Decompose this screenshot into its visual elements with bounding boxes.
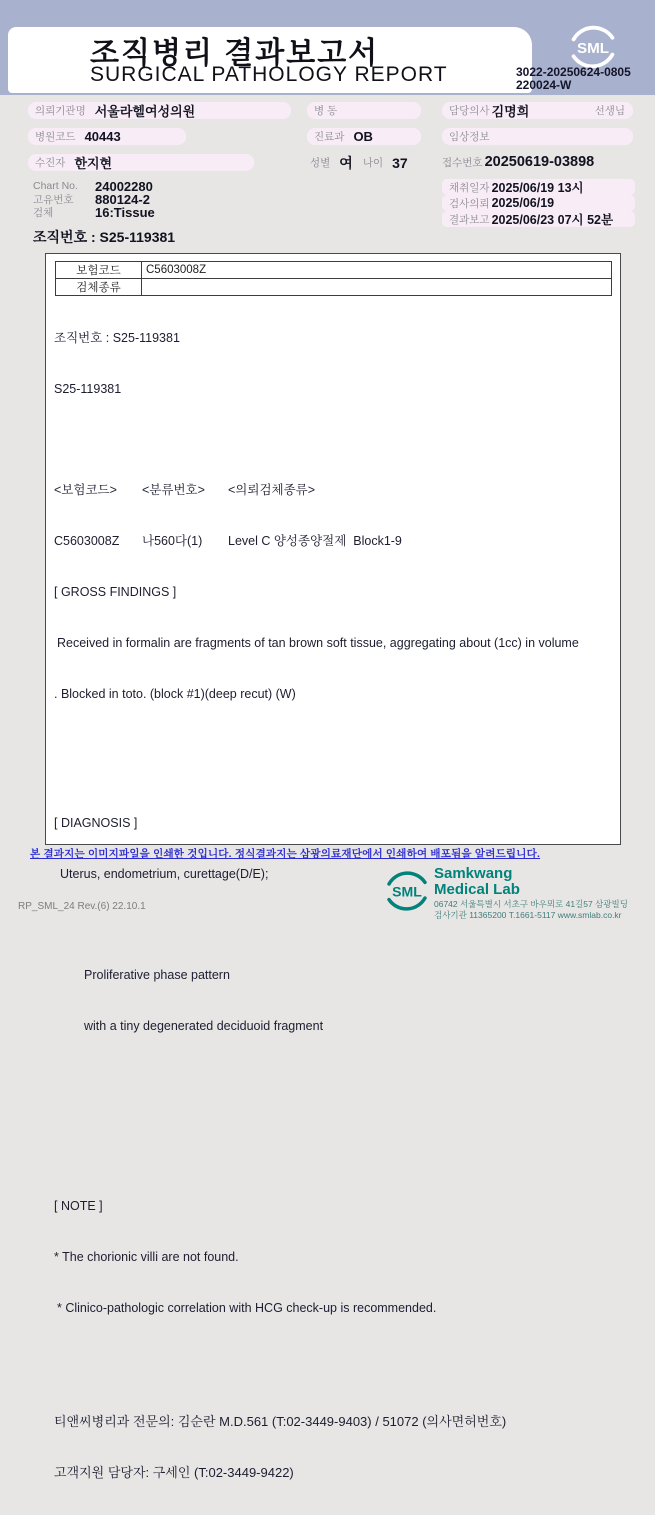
report-number <box>516 66 631 92</box>
code-header-row <box>54 482 614 499</box>
spacer <box>54 1069 614 1164</box>
field-institution-label: 의뢰기관명 <box>35 105 86 117</box>
report-number-line2: 220024-W <box>516 78 572 92</box>
field-age-value: 37 <box>392 154 408 171</box>
field-ward-label: 병 동 <box>314 105 338 117</box>
form-code: RP_SML_24 Rev.(6) 22.10.1 <box>18 901 146 912</box>
code-value-row <box>54 533 614 550</box>
field-hospital-code-value: 40443 <box>84 129 121 144</box>
insurance-code-header: 보험코드 <box>56 262 142 279</box>
field-chart-no-label: Chart No. <box>33 180 78 192</box>
lab-address-line: 06742 서울특별시 서초구 바우뫼로 41길57 삼광빌딩 <box>434 899 628 909</box>
field-chart-no-value: 24002280 <box>95 178 153 194</box>
table-row <box>56 279 612 296</box>
field-department <box>307 128 421 145</box>
field-department-label: 진료과 <box>314 131 345 143</box>
field-collect-date-value: 2025/06/19 13시 <box>491 181 584 195</box>
field-request-date-value: 2025/06/19 <box>491 196 555 210</box>
field-hospital-code <box>28 128 186 145</box>
field-doctor-value: 김명희 <box>491 104 530 119</box>
header-band <box>0 0 655 95</box>
diagnosis-line3: with a tiny degenerated deciduoid fragment <box>84 1019 324 1033</box>
field-sex-value: 여 <box>339 154 353 171</box>
page-title-english: SURGICAL PATHOLOGY REPORT <box>90 63 448 86</box>
table-row <box>56 262 612 279</box>
support-contact-line: 고객지원 담당자: 구세인 (T:02-3449-9422) <box>54 1465 294 1480</box>
diagnosis-heading: [ DIAGNOSIS ] <box>54 816 138 830</box>
tissue-number-line: 조직번호 : S25-119381 <box>33 229 176 245</box>
insurance-table <box>55 261 612 296</box>
field-age-label: 나이 <box>362 157 384 169</box>
gross-findings-line1: Received in formalin are fragments of tan brown soft tissue, aggregating about (1cc) in volume <box>57 636 579 650</box>
specimen-type-cell <box>142 279 612 296</box>
insurance-code-cell: C5603008Z <box>142 262 612 279</box>
report-number-line1: 3022-20250624-0805 <box>516 65 631 79</box>
note-heading: [ NOTE ] <box>54 1199 103 1213</box>
field-request-date <box>442 195 635 211</box>
note-line2: * Clinico-pathologic correlation with HCG check-up is recommended. <box>57 1301 437 1315</box>
pathologist-contact-line: 티앤씨병리과 전문의: 김순란 M.D.561 (T:02-3449-9403) / 51072 (의사면허번호) <box>54 1414 507 1429</box>
field-patient-label: 수진자 <box>35 157 66 169</box>
field-receipt-number <box>442 153 594 171</box>
insurance-code-col-header: <보험코드> <box>54 483 117 497</box>
page-title-korean: 조직병리 결과보고서 <box>90 37 380 70</box>
field-patient <box>28 154 254 171</box>
field-sex-age <box>310 154 408 171</box>
tissue-no-line2: S25-119381 <box>54 382 122 396</box>
field-collect-date-label: 채취일자 <box>449 181 490 194</box>
field-sex-label: 성별 <box>310 157 331 169</box>
field-request-date-label: 검사의뢰 <box>449 197 490 210</box>
sml-logo-text: SML <box>576 39 610 57</box>
diagnosis-line1: Uterus, endometrium, curettage(D/E); <box>60 867 269 881</box>
field-collect-date <box>442 179 635 195</box>
samkwang-logo-icon <box>382 866 432 921</box>
field-receipt-number-label: 접수번호 <box>442 156 483 169</box>
field-department-value: OB <box>353 129 373 144</box>
diagnosis-line2: Proliferative phase pattern <box>84 968 230 982</box>
field-receipt-number-value: 20250619-03898 <box>484 154 595 170</box>
gross-findings-line2: . Blocked in toto. (block #1)(deep recut) (W) <box>54 687 296 701</box>
field-report-date-label: 결과보고 <box>449 213 490 226</box>
print-notice: 본 결과지는 이미지파일을 인쇄한 것입니다. 정식결과지는 삼광의료재단에서 인쇄하여 배포됨을 알려드립니다. <box>30 848 541 860</box>
field-unique-no-label: 고유번호 <box>33 193 74 206</box>
field-unique-no-value: 880124-2 <box>95 191 150 207</box>
field-report-date-value: 2025/06/23 07시 52분 <box>491 213 614 227</box>
spacer <box>54 1351 614 1379</box>
field-institution-value: 서울라헬여성의원 <box>94 104 196 119</box>
class-no-col-value: 나560다(1) <box>142 534 203 548</box>
field-specimen <box>33 205 155 219</box>
lab-name-line1: Samkwang <box>434 865 513 882</box>
gross-findings-heading: [ GROSS FINDINGS ] <box>54 585 177 599</box>
field-specimen-value: 16:Tissue <box>95 204 155 220</box>
lab-name-line2: Medical Lab <box>434 881 520 898</box>
class-no-col-header: <분류번호> <box>142 483 205 497</box>
spacer <box>54 432 614 448</box>
spacer <box>54 737 614 781</box>
field-report-date <box>442 211 635 227</box>
note-line1: * The chorionic villi are not found. <box>54 1250 239 1264</box>
insurance-code-col-value: C5603008Z <box>54 534 120 548</box>
request-type-col-header: <의뢰검체종류> <box>228 483 316 497</box>
lab-registration-line: 검사기관 11365200 T.1661-5117 www.smlab.co.kr <box>434 910 622 920</box>
field-clinical-info <box>442 128 633 145</box>
title-card <box>8 27 532 93</box>
field-specimen-label: 검체 <box>33 206 54 219</box>
field-patient-value: 한지현 <box>74 156 113 171</box>
samkwang-logo-text: SML <box>392 883 422 900</box>
field-doctor-suffix: 선생님 <box>594 105 625 117</box>
lab-address <box>434 899 628 921</box>
lab-name <box>434 866 520 898</box>
tissue-no-line1: 조직번호 : S25-119381 <box>54 331 180 345</box>
request-type-col-value: Level C 양성종양절제 Block1-9 <box>228 534 402 548</box>
field-hospital-code-label: 병원코드 <box>35 131 76 143</box>
specimen-type-header: 검체종류 <box>56 279 142 296</box>
field-doctor-label: 담당의사 <box>449 105 490 117</box>
field-ward <box>307 102 421 119</box>
field-doctor <box>442 102 633 119</box>
field-institution <box>28 102 291 119</box>
field-clinical-info-label: 임상정보 <box>449 131 490 143</box>
